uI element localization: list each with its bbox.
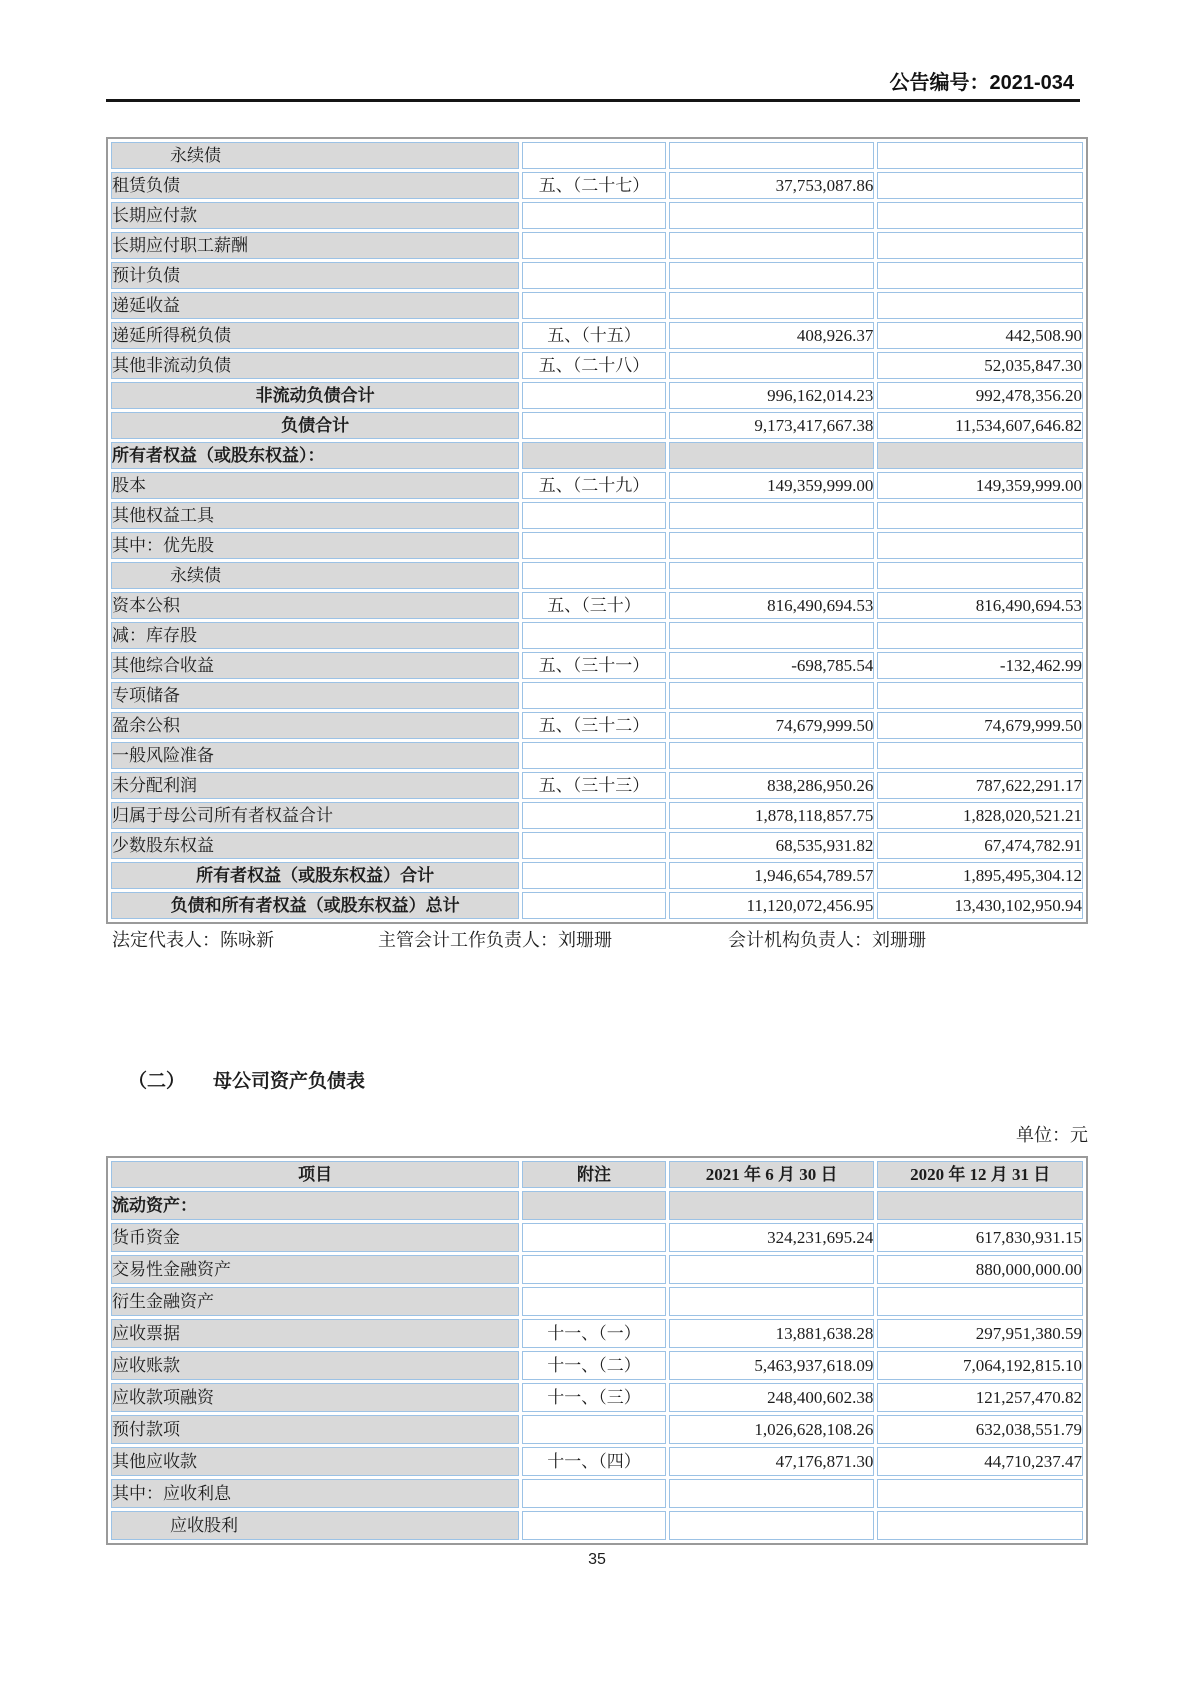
note-cell bbox=[522, 1223, 665, 1252]
value-2021-cell: 324,231,695.24 bbox=[669, 1223, 875, 1252]
note-cell bbox=[522, 382, 665, 409]
value-2020-cell bbox=[877, 1287, 1083, 1316]
value-2021-cell bbox=[669, 1255, 875, 1284]
item-cell: 负债合计 bbox=[111, 412, 519, 439]
note-cell bbox=[522, 562, 665, 589]
note-cell bbox=[522, 1191, 665, 1220]
table-row bbox=[111, 472, 1083, 499]
value-2020-cell: 992,478,356.20 bbox=[877, 382, 1083, 409]
value-2020-cell: 880,000,000.00 bbox=[877, 1255, 1083, 1284]
table-row bbox=[111, 412, 1083, 439]
value-2020-cell: 44,710,237.47 bbox=[877, 1447, 1083, 1476]
item-cell: 永续债 bbox=[111, 142, 519, 169]
table-row bbox=[111, 292, 1083, 319]
table-row bbox=[111, 172, 1083, 199]
value-2021-cell bbox=[669, 562, 875, 589]
note-cell bbox=[522, 532, 665, 559]
value-2020-cell: -132,462.99 bbox=[877, 652, 1083, 679]
item-cell: 应收账款 bbox=[111, 1351, 519, 1380]
item-cell: 流动资产： bbox=[111, 1191, 519, 1220]
table-row bbox=[111, 1511, 1083, 1540]
item-cell: 永续债 bbox=[111, 562, 519, 589]
item-cell: 其中：优先股 bbox=[111, 532, 519, 559]
table-row bbox=[111, 1287, 1083, 1316]
value-2021-cell bbox=[669, 292, 875, 319]
table-row bbox=[111, 502, 1083, 529]
table-row bbox=[111, 682, 1083, 709]
unit-label: 单位：元 bbox=[1016, 1125, 1088, 1145]
table-row bbox=[111, 802, 1083, 829]
value-2021-cell: 74,679,999.50 bbox=[669, 712, 875, 739]
table-row bbox=[111, 202, 1083, 229]
item-cell: 专项储备 bbox=[111, 682, 519, 709]
note-cell bbox=[522, 1479, 665, 1508]
table-row bbox=[111, 1479, 1083, 1508]
item-cell: 预付款项 bbox=[111, 1415, 519, 1444]
note-cell bbox=[522, 892, 665, 919]
value-2021-cell bbox=[669, 1479, 875, 1508]
table-row bbox=[111, 1255, 1083, 1284]
item-cell: 应收股利 bbox=[111, 1511, 519, 1540]
item-cell: 盈余公积 bbox=[111, 712, 519, 739]
header-note: 附注 bbox=[522, 1161, 665, 1188]
parent-company-balance-sheet-table bbox=[106, 1156, 1088, 1545]
value-2020-cell bbox=[877, 292, 1083, 319]
note-cell: 十一、（一） bbox=[522, 1319, 665, 1348]
item-cell: 应收票据 bbox=[111, 1319, 519, 1348]
value-2021-cell: 13,881,638.28 bbox=[669, 1319, 875, 1348]
value-2021-cell bbox=[669, 442, 875, 469]
value-2020-cell bbox=[877, 1479, 1083, 1508]
value-2020-cell bbox=[877, 1511, 1083, 1540]
table-row bbox=[111, 622, 1083, 649]
value-2021-cell: 47,176,871.30 bbox=[669, 1447, 875, 1476]
item-cell: 应收款项融资 bbox=[111, 1383, 519, 1412]
note-cell: 十一、（四） bbox=[522, 1447, 665, 1476]
item-cell: 其他应收款 bbox=[111, 1447, 519, 1476]
accounting-org-head: 会计机构负责人：刘珊珊 bbox=[728, 930, 926, 950]
note-cell bbox=[522, 742, 665, 769]
item-cell: 交易性金融资产 bbox=[111, 1255, 519, 1284]
item-cell: 股本 bbox=[111, 472, 519, 499]
note-cell bbox=[522, 412, 665, 439]
table-row bbox=[111, 442, 1083, 469]
table-row bbox=[111, 892, 1083, 919]
header-divider-line bbox=[106, 99, 1080, 102]
note-cell bbox=[522, 802, 665, 829]
item-cell: 资本公积 bbox=[111, 592, 519, 619]
value-2021-cell bbox=[669, 262, 875, 289]
item-cell: 少数股东权益 bbox=[111, 832, 519, 859]
item-cell: 其中：应收利息 bbox=[111, 1479, 519, 1508]
table-row bbox=[111, 652, 1083, 679]
section-title: 母公司资产负债表 bbox=[213, 1071, 366, 1092]
table-row bbox=[111, 1351, 1083, 1380]
value-2020-cell bbox=[877, 172, 1083, 199]
value-2020-cell bbox=[877, 682, 1083, 709]
header-item: 项目 bbox=[111, 1161, 519, 1188]
note-cell: 十一、（二） bbox=[522, 1351, 665, 1380]
table-row bbox=[111, 262, 1083, 289]
item-cell: 其他权益工具 bbox=[111, 502, 519, 529]
table-row bbox=[111, 382, 1083, 409]
value-2021-cell bbox=[669, 202, 875, 229]
note-cell: 十一、（三） bbox=[522, 1383, 665, 1412]
item-cell: 其他综合收益 bbox=[111, 652, 519, 679]
value-2020-cell bbox=[877, 202, 1083, 229]
value-2020-cell: 52,035,847.30 bbox=[877, 352, 1083, 379]
value-2020-cell: 1,895,495,304.12 bbox=[877, 862, 1083, 889]
consolidated-balance-sheet-table bbox=[106, 137, 1088, 924]
note-cell: 五、（三十二） bbox=[522, 712, 665, 739]
note-cell bbox=[522, 142, 665, 169]
item-cell: 归属于母公司所有者权益合计 bbox=[111, 802, 519, 829]
value-2021-cell bbox=[669, 1191, 875, 1220]
table-row bbox=[111, 532, 1083, 559]
item-cell: 预计负债 bbox=[111, 262, 519, 289]
value-2020-cell bbox=[877, 1191, 1083, 1220]
item-cell: 其他非流动负债 bbox=[111, 352, 519, 379]
accounting-head: 主管会计工作负责人：刘珊珊 bbox=[378, 930, 612, 950]
note-cell bbox=[522, 832, 665, 859]
value-2021-cell: 408,926.37 bbox=[669, 322, 875, 349]
note-cell: 五、（三十一） bbox=[522, 652, 665, 679]
note-cell bbox=[522, 202, 665, 229]
value-2021-cell bbox=[669, 352, 875, 379]
table2 bbox=[108, 1158, 1086, 1543]
table-row bbox=[111, 832, 1083, 859]
value-2020-cell: 74,679,999.50 bbox=[877, 712, 1083, 739]
item-cell: 负债和所有者权益（或股东权益）总计 bbox=[111, 892, 519, 919]
header-date-2020: 2020 年 12 月 31 日 bbox=[877, 1161, 1083, 1188]
value-2020-cell: 149,359,999.00 bbox=[877, 472, 1083, 499]
note-cell: 五、（二十九） bbox=[522, 472, 665, 499]
table-row bbox=[111, 772, 1083, 799]
value-2021-cell: 816,490,694.53 bbox=[669, 592, 875, 619]
value-2020-cell bbox=[877, 262, 1083, 289]
note-cell: 五、（二十七） bbox=[522, 172, 665, 199]
value-2021-cell bbox=[669, 1287, 875, 1316]
value-2020-cell: 297,951,380.59 bbox=[877, 1319, 1083, 1348]
value-2020-cell bbox=[877, 502, 1083, 529]
legal-representative: 法定代表人：陈咏新 bbox=[112, 930, 274, 950]
value-2020-cell: 11,534,607,646.82 bbox=[877, 412, 1083, 439]
note-cell bbox=[522, 1415, 665, 1444]
value-2021-cell: 1,946,654,789.57 bbox=[669, 862, 875, 889]
note-cell bbox=[522, 232, 665, 259]
item-cell: 一般风险准备 bbox=[111, 742, 519, 769]
value-2020-cell bbox=[877, 142, 1083, 169]
table-row bbox=[111, 1447, 1083, 1476]
note-cell bbox=[522, 1511, 665, 1540]
table-row bbox=[111, 742, 1083, 769]
item-cell: 货币资金 bbox=[111, 1223, 519, 1252]
table-row bbox=[111, 592, 1083, 619]
value-2020-cell: 121,257,470.82 bbox=[877, 1383, 1083, 1412]
value-2021-cell: 1,878,118,857.75 bbox=[669, 802, 875, 829]
value-2021-cell bbox=[669, 742, 875, 769]
value-2020-cell bbox=[877, 232, 1083, 259]
value-2021-cell bbox=[669, 502, 875, 529]
table-row bbox=[111, 1383, 1083, 1412]
value-2021-cell: 996,162,014.23 bbox=[669, 382, 875, 409]
note-cell: 五、（二十八） bbox=[522, 352, 665, 379]
table-row bbox=[111, 562, 1083, 589]
table-row bbox=[111, 1191, 1083, 1220]
value-2021-cell: 9,173,417,667.38 bbox=[669, 412, 875, 439]
table-row bbox=[111, 712, 1083, 739]
value-2020-cell: 13,430,102,950.94 bbox=[877, 892, 1083, 919]
note-cell: 五、（三十） bbox=[522, 592, 665, 619]
value-2020-cell bbox=[877, 742, 1083, 769]
section-heading bbox=[128, 1066, 365, 1093]
value-2020-cell: 816,490,694.53 bbox=[877, 592, 1083, 619]
table-row bbox=[111, 142, 1083, 169]
value-2020-cell bbox=[877, 562, 1083, 589]
value-2020-cell bbox=[877, 532, 1083, 559]
value-2021-cell: 838,286,950.26 bbox=[669, 772, 875, 799]
value-2021-cell: 248,400,602.38 bbox=[669, 1383, 875, 1412]
table-row bbox=[111, 232, 1083, 259]
table-row bbox=[111, 862, 1083, 889]
item-cell: 非流动负债合计 bbox=[111, 382, 519, 409]
note-cell bbox=[522, 682, 665, 709]
item-cell: 所有者权益（或股东权益）合计 bbox=[111, 862, 519, 889]
table-header-row bbox=[111, 1161, 1083, 1188]
page-number: 35 bbox=[588, 1551, 606, 1568]
item-cell: 递延收益 bbox=[111, 292, 519, 319]
value-2021-cell bbox=[669, 682, 875, 709]
item-cell: 衍生金融资产 bbox=[111, 1287, 519, 1316]
value-2021-cell: 68,535,931.82 bbox=[669, 832, 875, 859]
table1 bbox=[108, 139, 1086, 922]
value-2021-cell: 149,359,999.00 bbox=[669, 472, 875, 499]
value-2021-cell bbox=[669, 622, 875, 649]
value-2021-cell: -698,785.54 bbox=[669, 652, 875, 679]
value-2021-cell: 5,463,937,618.09 bbox=[669, 1351, 875, 1380]
table-row bbox=[111, 1319, 1083, 1348]
item-cell: 长期应付职工薪酬 bbox=[111, 232, 519, 259]
note-cell bbox=[522, 442, 665, 469]
item-cell: 租赁负债 bbox=[111, 172, 519, 199]
value-2020-cell: 442,508.90 bbox=[877, 322, 1083, 349]
value-2021-cell: 11,120,072,456.95 bbox=[669, 892, 875, 919]
table-row bbox=[111, 1223, 1083, 1252]
note-cell bbox=[522, 1287, 665, 1316]
table-row bbox=[111, 352, 1083, 379]
note-cell bbox=[522, 862, 665, 889]
note-cell bbox=[522, 502, 665, 529]
value-2021-cell: 1,026,628,108.26 bbox=[669, 1415, 875, 1444]
item-cell: 减：库存股 bbox=[111, 622, 519, 649]
note-cell bbox=[522, 1255, 665, 1284]
value-2021-cell: 37,753,087.86 bbox=[669, 172, 875, 199]
value-2021-cell bbox=[669, 1511, 875, 1540]
signature-line bbox=[106, 926, 1088, 954]
value-2021-cell bbox=[669, 142, 875, 169]
value-2021-cell bbox=[669, 532, 875, 559]
value-2020-cell: 7,064,192,815.10 bbox=[877, 1351, 1083, 1380]
note-cell: 五、（三十三） bbox=[522, 772, 665, 799]
table-row bbox=[111, 322, 1083, 349]
note-cell: 五、（十五） bbox=[522, 322, 665, 349]
value-2021-cell bbox=[669, 232, 875, 259]
table-row bbox=[111, 1415, 1083, 1444]
item-cell: 长期应付款 bbox=[111, 202, 519, 229]
value-2020-cell bbox=[877, 442, 1083, 469]
value-2020-cell bbox=[877, 622, 1083, 649]
value-2020-cell: 632,038,551.79 bbox=[877, 1415, 1083, 1444]
item-cell: 递延所得税负债 bbox=[111, 322, 519, 349]
header-date-2021: 2021 年 6 月 30 日 bbox=[669, 1161, 875, 1188]
value-2020-cell: 67,474,782.91 bbox=[877, 832, 1083, 859]
announcement-number: 公告编号：2021-034 bbox=[889, 72, 1074, 94]
item-cell: 未分配利润 bbox=[111, 772, 519, 799]
note-cell bbox=[522, 622, 665, 649]
note-cell bbox=[522, 292, 665, 319]
value-2020-cell: 1,828,020,521.21 bbox=[877, 802, 1083, 829]
section-number: （二） bbox=[128, 1071, 186, 1092]
item-cell: 所有者权益（或股东权益）： bbox=[111, 442, 519, 469]
value-2020-cell: 617,830,931.15 bbox=[877, 1223, 1083, 1252]
value-2020-cell: 787,622,291.17 bbox=[877, 772, 1083, 799]
note-cell bbox=[522, 262, 665, 289]
